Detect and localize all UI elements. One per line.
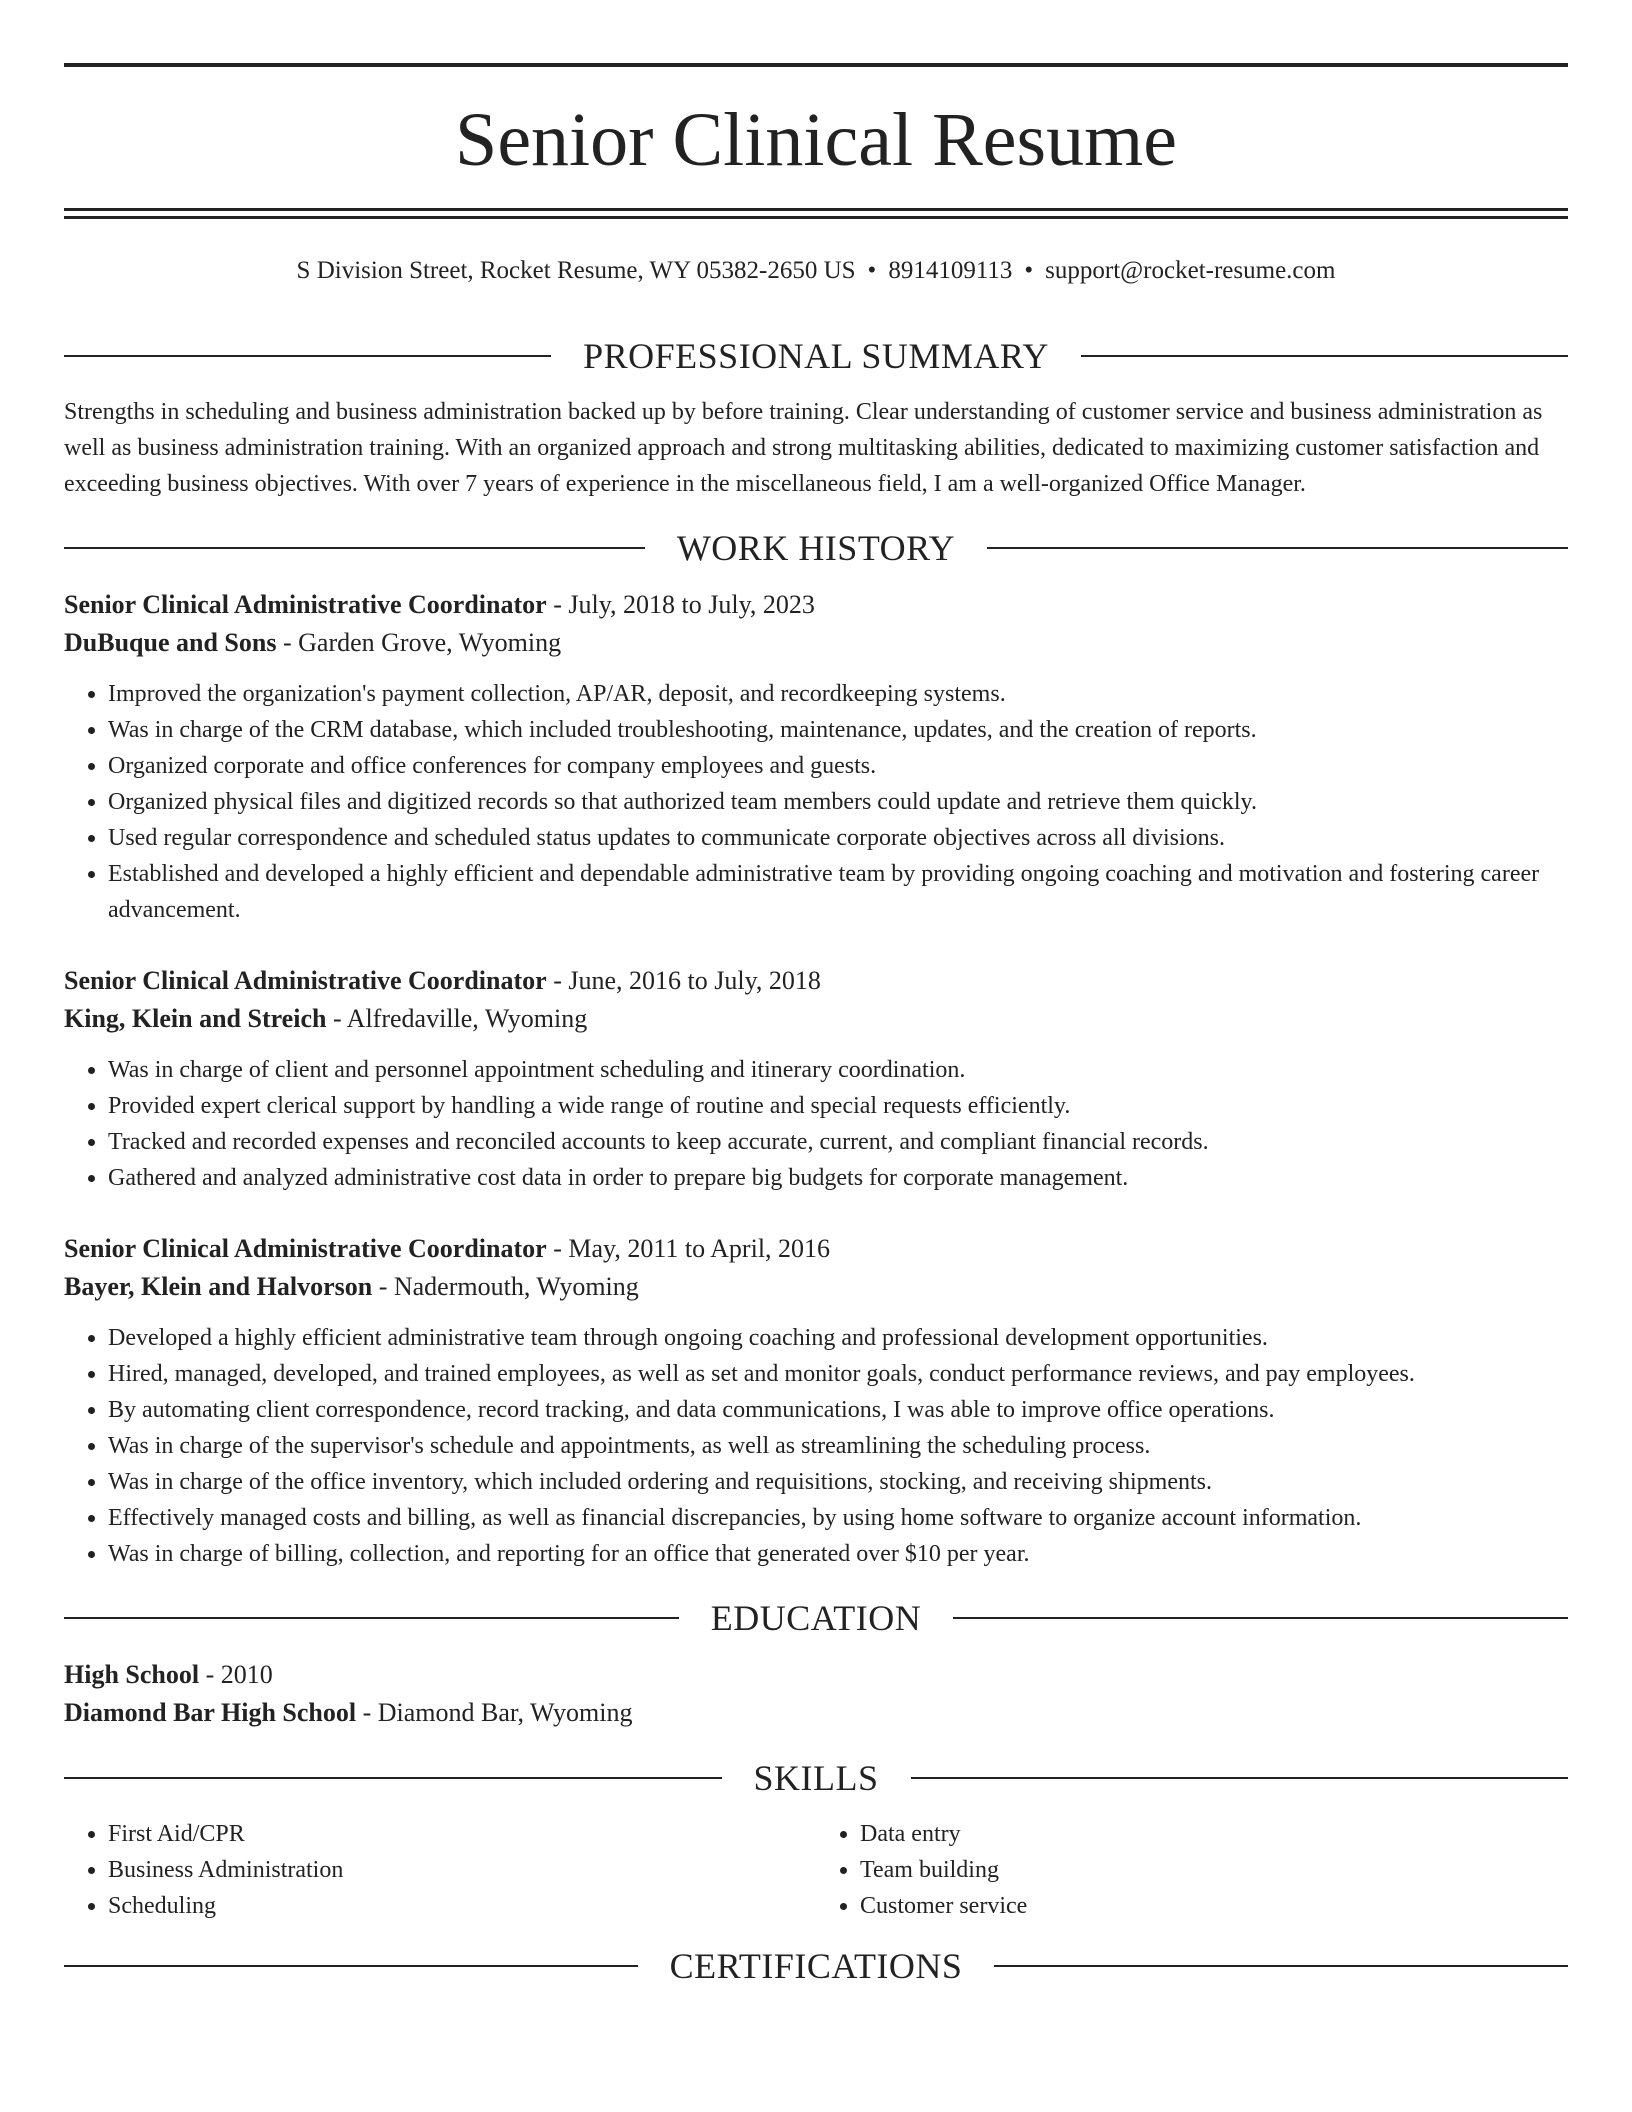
heading-rule [64, 1777, 722, 1779]
heading-rule [987, 547, 1568, 549]
job-bullet: • Established and developed a highly efficient and dependable administrative team by providing ongoing coaching and motivation and fostering career advancement. [108, 856, 1568, 928]
skill-item: • Scheduling [108, 1888, 816, 1924]
title-rule-lower [64, 216, 1568, 219]
job-bullet: • Organized corporate and office conferences for company employees and guests. [108, 748, 1568, 784]
job-title: Senior Clinical Administrative Coordinator [64, 590, 547, 619]
section-heading-education [64, 1592, 1568, 1644]
job-bullet: • Was in charge of the office inventory, which included ordering and requisitions, stocking, and receiving shipments. [108, 1464, 1568, 1500]
job-bullet: • Gathered and analyzed administrative cost data in order to prepare big budgets for corporate management. [108, 1160, 1568, 1196]
skills-column-right [816, 1816, 1568, 1924]
heading-rule [911, 1777, 1569, 1779]
heading-label: EDUCATION [710, 1598, 922, 1638]
education-degree-line [64, 1656, 1568, 1694]
job-location: - Garden Grove, Wyoming [276, 628, 562, 657]
contact-phone: 8914109113 [888, 257, 1013, 284]
job-dates: - July, 2018 to July, 2023 [546, 590, 815, 619]
skill-item: • Customer service [860, 1888, 1568, 1924]
job-company: DuBuque and Sons [64, 628, 277, 657]
job-entry [64, 962, 1568, 1196]
job-bullet: • Was in charge of the supervisor's schedule and appointments, as well as streamlining the scheduling process. [108, 1428, 1568, 1464]
job-bullet: • Hired, managed, developed, and trained employees, as well as set and monitor goals, conduct performance reviews, and pay employees. [108, 1356, 1568, 1392]
job-company-line [64, 1000, 1568, 1038]
heading-rule [953, 1617, 1568, 1619]
education-school-line [64, 1694, 1568, 1732]
job-bullet: • Was in charge of the CRM database, which included troubleshooting, maintenance, updates, and the creation of reports. [108, 712, 1568, 748]
section-heading-summary [64, 330, 1568, 382]
skills-list [64, 1816, 1568, 1924]
job-company-line [64, 1268, 1568, 1306]
job-company-line [64, 624, 1568, 662]
section-heading-certifications [64, 1940, 1568, 1992]
education-school: Diamond Bar High School [64, 1698, 357, 1727]
job-bullet: • Effectively managed costs and billing, as well as financial discrepancies, by using home software to organize account information. [108, 1500, 1568, 1536]
job-bullet: • Used regular correspondence and scheduled status updates to communicate corporate objectives across all divisions. [108, 820, 1568, 856]
contact-separator: • [867, 257, 877, 284]
job-bullet: • Provided expert clerical support by handling a wide range of routine and special requests efficiently. [108, 1088, 1568, 1124]
heading-label: CERTIFICATIONS [669, 1946, 963, 1986]
resume-content [64, 330, 1568, 1992]
job-dates: - June, 2016 to July, 2018 [546, 966, 821, 995]
job-bullet: • Was in charge of client and personnel appointment scheduling and itinerary coordination. [108, 1052, 1568, 1088]
contact-address: S Division Street, Rocket Resume, WY 05382-2650 US [296, 257, 856, 284]
job-bullets [64, 1320, 1568, 1572]
education-year: - 2010 [199, 1660, 273, 1689]
title-rule-upper [64, 208, 1568, 211]
job-title-line [64, 586, 1568, 624]
heading-rule [64, 355, 551, 357]
skill-item: • First Aid/CPR [108, 1816, 816, 1852]
heading-label: SKILLS [753, 1758, 879, 1798]
job-bullets [64, 676, 1568, 928]
job-location: - Alfredaville, Wyoming [326, 1004, 588, 1033]
job-bullet: • Was in charge of billing, collection, and reporting for an office that generated over $10 per year. [108, 1536, 1568, 1572]
job-location: - Nadermouth, Wyoming [372, 1272, 639, 1301]
job-title-line [64, 962, 1568, 1000]
skills-column-left [64, 1816, 816, 1924]
contact-line [64, 254, 1568, 288]
summary-text: Strengths in scheduling and business administration backed up by before training. Clear understanding of customer service and business administration as well as business administration training. With an organized approach and strong multitasking abilities, dedicated to maximizing customer satisfaction and exceeding business objectives. With over 7 years of experience in the miscellaneous field, I am a well-organized Office Manager. [64, 399, 1543, 497]
job-bullet: • By automating client correspondence, record tracking, and data communications, I was able to improve office operations. [108, 1392, 1568, 1428]
contact-email: support@rocket-resume.com [1045, 257, 1336, 284]
heading-rule [64, 547, 645, 549]
education-degree: High School [64, 1660, 200, 1689]
job-title: Senior Clinical Administrative Coordinator [64, 966, 547, 995]
job-bullet: • Organized physical files and digitized records so that authorized team members could update and retrieve them quickly. [108, 784, 1568, 820]
job-bullet: • Tracked and recorded expenses and reconciled accounts to keep accurate, current, and compliant financial records. [108, 1124, 1568, 1160]
job-bullets [64, 1052, 1568, 1196]
heading-label: PROFESSIONAL SUMMARY [583, 336, 1049, 376]
resume-title: Senior Clinical Resume [455, 98, 1177, 182]
skill-item: • Data entry [860, 1816, 1568, 1852]
job-entry [64, 1230, 1568, 1572]
job-title: Senior Clinical Administrative Coordinator [64, 1234, 547, 1263]
top-rule [64, 63, 1568, 67]
heading-label: WORK HISTORY [676, 528, 956, 568]
skill-item: • Team building [860, 1852, 1568, 1888]
job-company: Bayer, Klein and Halvorson [64, 1272, 373, 1301]
skill-item: • Business Administration [108, 1852, 816, 1888]
contact-separator: • [1024, 257, 1034, 284]
job-bullet: • Developed a highly efficient administrative team through ongoing coaching and professional development opportunities. [108, 1320, 1568, 1356]
heading-rule [64, 1965, 638, 1967]
education-entry [64, 1656, 1568, 1732]
job-company: King, Klein and Streich [64, 1004, 327, 1033]
section-heading-skills [64, 1752, 1568, 1804]
heading-rule [994, 1965, 1568, 1967]
job-dates: - May, 2011 to April, 2016 [546, 1234, 831, 1263]
heading-rule [64, 1617, 679, 1619]
heading-rule [1081, 355, 1568, 357]
education-location: - Diamond Bar, Wyoming [356, 1698, 633, 1727]
section-heading-work [64, 522, 1568, 574]
job-title-line [64, 1230, 1568, 1268]
job-bullet: • Improved the organization's payment collection, AP/AR, deposit, and recordkeeping systems. [108, 676, 1568, 712]
job-entry [64, 586, 1568, 928]
